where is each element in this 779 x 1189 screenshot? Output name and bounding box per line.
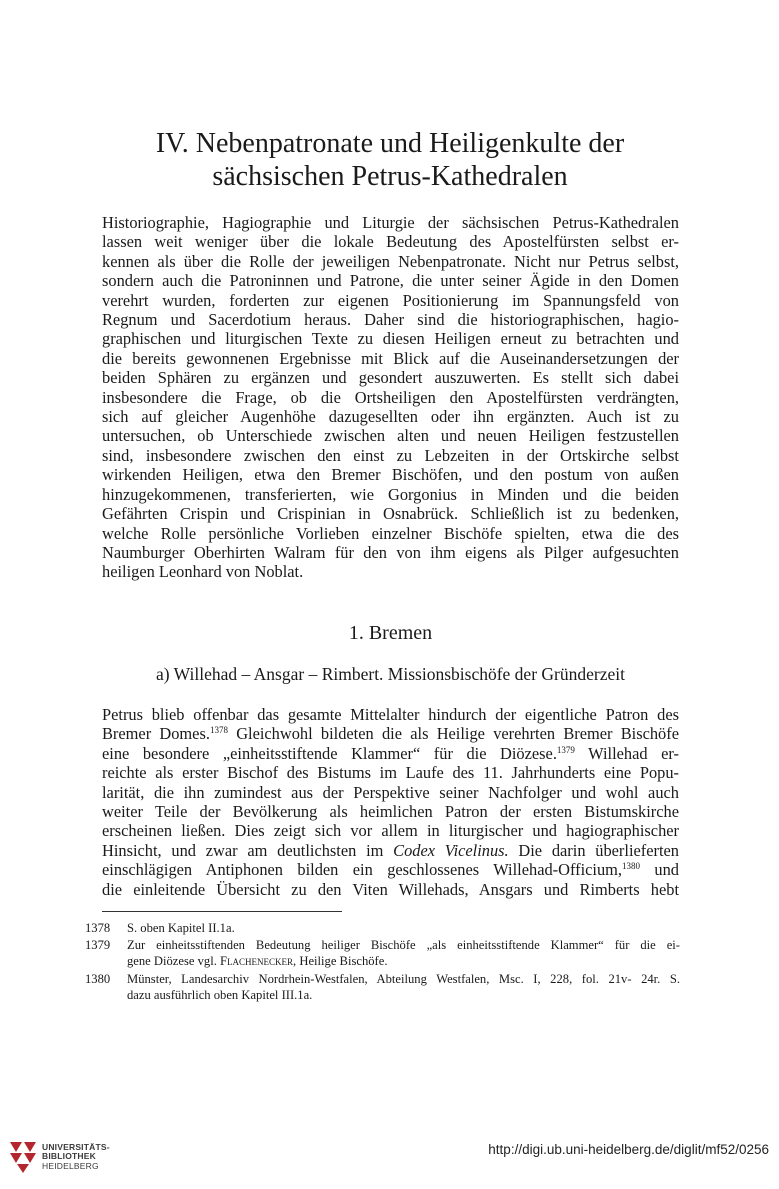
section-heading: 1. Bremen xyxy=(348,622,433,644)
text-segment: Willehad er- xyxy=(574,743,679,763)
text-line: hinzugekommenen, transferierten, wie Gorgonius in Minden und die beiden xyxy=(102,484,679,504)
library-logo[interactable] xyxy=(8,1140,110,1174)
logo-line: BIBLIOTHEK xyxy=(42,1151,96,1162)
text-line: heiligen Leonhard von Noblat. xyxy=(102,562,304,582)
text-line: Regnum und Sacerdotium heraus. Daher sind die historiographischen, hagio- xyxy=(102,310,679,330)
subsection-heading: a) Willehad – Ansgar – Rimbert. Missionsbischöfe der Gründerzeit xyxy=(156,664,625,684)
text-line: beiden Sphären zu ergänzen und gesondert auszuwerten. Es stellt sich dabei xyxy=(102,368,679,388)
footnote-number: 1378 xyxy=(85,921,111,935)
footnote-text xyxy=(127,920,680,936)
text-line: insbesondere die Frage, ob die Ortsheiligen den Apostelfürsten verdrängten, xyxy=(102,387,679,407)
text-line: sich auf gleicher Augenhöhe dazugesellten oder ihn ergänzten. Auch ist zu xyxy=(102,407,679,427)
footnote-line xyxy=(127,953,680,969)
text-line xyxy=(102,860,679,879)
text-line: die bereits gewonnenen Ergebnisse mit Blick auf die Auseinandersetzungen der xyxy=(102,348,679,368)
text-segment: eine besondere „einheitsstiftende Klammer“ für die Diözese. xyxy=(102,743,557,763)
footnote-1380 xyxy=(85,971,680,1003)
text-segment: , Heilige Bischöfe. xyxy=(293,954,388,969)
text-line: verehrt wurden, forderten zur eigenen Positionierung im Spannungsfeld von xyxy=(102,290,679,310)
footnote-1379 xyxy=(85,937,680,969)
footnote-text xyxy=(127,937,680,969)
chapter-title-line-1: IV. Nebenpatronate und Heiligenkulte der xyxy=(155,128,625,159)
text-line xyxy=(102,744,679,763)
footnote-number: 1380 xyxy=(85,971,111,986)
text-line: Historiographie, Hagiographie und Liturgie der sächsischen Petrus-Kathedralen xyxy=(102,213,679,232)
footnote-line: S. oben Kapitel II.1a. xyxy=(127,921,235,935)
footnotes xyxy=(85,920,680,1004)
chapter-title xyxy=(90,127,690,193)
library-logo-text xyxy=(42,1143,110,1172)
logo-line: UNIVERSITÄTS- xyxy=(42,1141,110,1152)
footnote-marker[interactable]: 1380 xyxy=(622,861,641,872)
text-line: untersuchen, ob Unterschiede zwischen alten und neuen Heiligen festzustellen xyxy=(102,426,679,446)
footnote-number: 1379 xyxy=(85,938,111,953)
italic-title: Codex Vicelinus. xyxy=(393,840,509,860)
footnote-text xyxy=(127,971,680,1003)
text-line: sondern auch die Patroninnen und Patrone, die unter seiner Ägide in den Domen xyxy=(102,271,679,291)
text-line: weiter Teile der Bevölkerung als heimlichen Patron der ersten Bistumskirche xyxy=(102,802,679,822)
text-segment: und xyxy=(640,860,680,880)
text-line: welche Rolle persönliche Vorlieben einzelner Bischöfe spielten, etwa die des xyxy=(102,523,679,543)
text-segment: einschlägigen Antiphonen bilden ein geschlossenes Willehad-Officium, xyxy=(102,860,623,880)
page-url[interactable]: http://digi.ub.uni-heidelberg.de/diglit/mf52/0256 xyxy=(488,1142,769,1157)
text-line: erscheinen ließen. Dies zeigt sich vor allem in liturgischer und hagiographischer xyxy=(102,821,679,841)
text-line: larität, die ihn zumindest aus der Perspektive seiner Nachfolger und wohl auch xyxy=(102,782,679,802)
text-line: Petrus blieb offenbar das gesamte Mittelalter hindurch der eigentliche Patron des xyxy=(102,705,679,724)
author-name: Flachenecker xyxy=(220,954,294,969)
body-paragraph xyxy=(102,705,679,899)
chapter-title-line-2: sächsischen Petrus-Kathedralen xyxy=(212,161,568,192)
footnote-marker[interactable]: 1378 xyxy=(209,725,228,736)
footnote-line: Münster, Landesarchiv Nordrhein-Westfalen, Abteilung Westfalen, Msc. I, 228, fol. 21v- 24r. S. xyxy=(127,971,680,986)
footnote-line: dazu ausführlich oben Kapitel III.1a. xyxy=(127,987,313,1002)
footnote-marker[interactable]: 1379 xyxy=(556,744,575,755)
footnote-divider xyxy=(102,911,342,912)
text-segment: Hinsicht, und zwar am deutlichsten im xyxy=(102,840,394,860)
text-line: wirkenden Heiligen, etwa den Bremer Bischöfen, und den postum von außen xyxy=(102,465,679,485)
library-logo-icon xyxy=(8,1140,38,1174)
footnote-line: Zur einheitsstiftenden Bedeutung heiliger Bischöfe „als einheitsstiftende Klammer“ für die ei- xyxy=(127,938,680,953)
intro-paragraph xyxy=(102,213,679,582)
text-segment: gene Diözese vgl. xyxy=(127,954,221,969)
text-line xyxy=(102,841,679,860)
text-line: Gefährten Crispin und Crispinian in Osnabrück. Schließlich ist zu bedenken, xyxy=(102,504,679,524)
text-line: lassen weit weniger über die lokale Bedeutung des Apostelfürsten selbst er- xyxy=(102,232,679,252)
text-line xyxy=(102,724,679,743)
footnote-1378 xyxy=(85,920,680,936)
text-line: sind, insbesondere zwischen den einst zu Lebzeiten in der Ortskirche selbst xyxy=(102,445,679,465)
digitization-footer xyxy=(0,1130,779,1189)
text-line: die einleitende Übersicht zu den Viten Willehads, Ansgars und Rimberts hebt xyxy=(102,879,679,899)
text-line: graphischen und liturgischen Texte zu diesen Heiligen erneut zu betrachten und xyxy=(102,329,679,349)
text-line: reichte als erster Bischof des Bistums im Laufe des 11. Jahrhunderts eine Popu- xyxy=(102,763,679,783)
text-line: Naumburger Oberhirten Walram für den von ihm eigens als Pilger aufgesuchten xyxy=(102,542,679,562)
logo-line: HEIDELBERG xyxy=(42,1160,99,1171)
text-line: kennen als über die Rolle der jeweiligen Nebenpatronate. Nicht nur Petrus selbst, xyxy=(102,251,679,271)
text-segment: Gleichwohl bildeten die als Heilige verehrten Bremer Bischöfe xyxy=(227,724,679,744)
text-segment: Bremer Domes. xyxy=(102,724,210,744)
text-segment: Die darin überlieferten xyxy=(508,840,679,860)
